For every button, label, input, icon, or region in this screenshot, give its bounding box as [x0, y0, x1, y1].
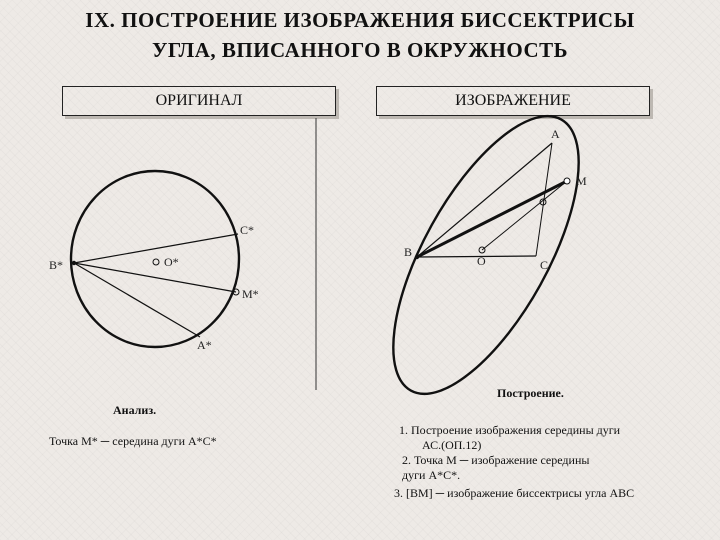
- slide-title-line2: УГЛА, ВПИСАННОГО В ОКРУЖНОСТЬ: [151, 38, 569, 62]
- label-c: C: [540, 258, 549, 272]
- point-o-star: [153, 259, 159, 265]
- original-label-box: ОРИГИНАЛ: [62, 86, 336, 116]
- label-b: B: [404, 245, 413, 259]
- construction-heading: Построение.: [497, 386, 564, 400]
- image-ellipse: [357, 89, 616, 420]
- label-a: A: [551, 127, 560, 141]
- label-m-star: M*: [242, 287, 259, 301]
- label-c-star: C*: [240, 223, 255, 237]
- label-b-star: B*: [49, 258, 64, 272]
- construction-step2-line2: дуги А*С*.: [402, 468, 461, 482]
- construction-step1-line1: 1. Построение изображения середины дуги: [399, 423, 621, 437]
- point-b-star: [72, 261, 76, 265]
- point-m: [564, 178, 570, 184]
- slide-title-line1: IX. ПОСТРОЕНИЕ ИЗОБРАЖЕНИЯ БИССЕКТРИСЫ: [85, 8, 635, 32]
- construction-step1-line2: АС.(ОП.12): [422, 438, 482, 452]
- image-bisector-bm: [417, 181, 567, 257]
- analysis-heading: Анализ.: [113, 403, 157, 417]
- label-m: M: [576, 174, 587, 188]
- construction-step3: 3. [ВМ] ─ изображение биссектрисы угла АВС: [394, 486, 635, 500]
- label-o-star: O*: [164, 255, 179, 269]
- label-o: O: [477, 254, 486, 268]
- construction-step2-line1: 2. Точка М ─ изображение середины: [402, 453, 590, 467]
- analysis-text: Точка М* ─ середина дуги А*С*: [49, 434, 217, 448]
- image-label-box: ИЗОБРАЖЕНИЕ: [376, 86, 650, 116]
- label-a-star: A*: [197, 338, 212, 352]
- point-b: [415, 255, 419, 259]
